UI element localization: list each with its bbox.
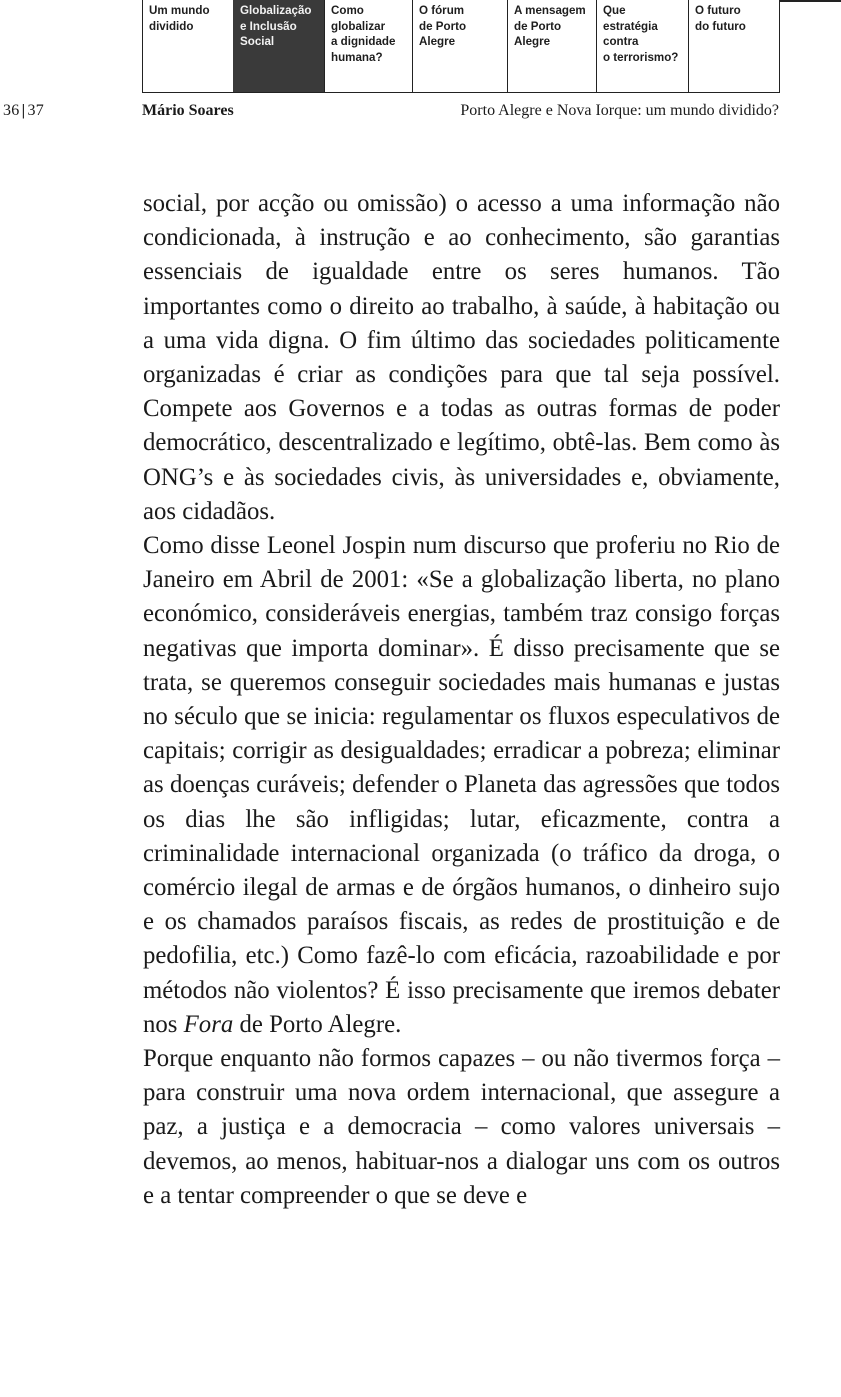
paragraph-text: Como disse Leonel Jospin num discurso que proferiu no Rio de Janeiro em Abril de 2001: «Se a globalização liberta, no plano económico, consideráveis energias, também traz consigo forças negativas que importa dominar». É disso precisamente que se trata, se queremos conseguir sociedades mais humanas e justas no século que se inicia: regulamentar os fluxos especulativos de capitais; corrigir as desigualdades; erradicar a pobreza; eliminar as doenças curáveis; defender o Planeta das agressões que todos os dias lhe são infligidas; lutar, eficazmente, contra a criminalidade internacional organizada (o tráfico da droga, o comércio ilegal de armas e de órgãos humanos, o dinheiro sujo e os chamados paraísos fiscais, as redes de prostituição e de pedofilia, etc.) Como fazê-lo com eficácia, razoabilidade e por métodos não violentos? É isso precisamente que iremos debater nos <box>143 532 780 1038</box>
paragraph <box>143 529 780 1042</box>
tab-forum-porto-alegre[interactable]: O fórum de Porto Alegre <box>412 0 507 92</box>
page-number-left: 36 <box>3 102 20 119</box>
page-number-separator: | <box>21 102 26 119</box>
chapter-navigation <box>142 0 780 93</box>
page-numbers <box>3 101 44 121</box>
tab-globalizacao-inclusao-social[interactable]: Globalização e Inclusão Social <box>233 0 324 92</box>
book-title: Porto Alegre e Nova Iorque: um mundo dividido? <box>460 102 779 119</box>
page-number-right: 37 <box>27 102 45 119</box>
paragraph-text: de Porto Alegre. <box>233 1010 402 1038</box>
running-head <box>0 101 841 121</box>
paragraph-text: social, por acção ou omissão) o acesso a uma informação não condicionada, à instrução e ao conhecimento, são garantias essenciais de igualdade entre os seres humanos. Tão importantes como o direito ao trabalho, à saúde, à habitação ou a uma vida digna. O fim último das sociedades politicamente organizadas é criar as condições para que tal seja possível. Compete aos Governos e a todas as outras formas de poder democrático, descentralizado e legítimo, obtê-las. Bem como às ONG’s e às sociedades civis, às universidades e, obviamente, aos cidadãos. <box>143 190 780 525</box>
tab-como-globalizar[interactable]: Como globalizar a dignidade humana? <box>324 0 412 92</box>
paragraph-text: Porque enquanto não formos capazes – ou não tivermos força – para construir uma nova ordem internacional, que assegure a paz, a justiça e a democracia – como valores universais – devemos, ao menos, habituar-nos a dialogar uns com os outros e a tentar compreender o que se deve e <box>143 1045 780 1209</box>
tab-estrategia-terrorismo[interactable]: Que estratégia contra o terrorismo? <box>596 0 688 92</box>
paragraph <box>143 1042 780 1213</box>
paragraph <box>143 187 780 529</box>
tab-mensagem-porto-alegre[interactable]: A mensagem de Porto Alegre <box>507 0 596 92</box>
tab-um-mundo-dividido[interactable]: Um mundo dividido <box>142 0 233 92</box>
italic-word: Fora <box>183 1010 234 1038</box>
header-rule <box>780 0 841 2</box>
body-text <box>143 187 780 1213</box>
tab-futuro-do-futuro[interactable]: O futuro do futuro <box>688 0 780 92</box>
author-name: Mário Soares <box>142 102 234 119</box>
